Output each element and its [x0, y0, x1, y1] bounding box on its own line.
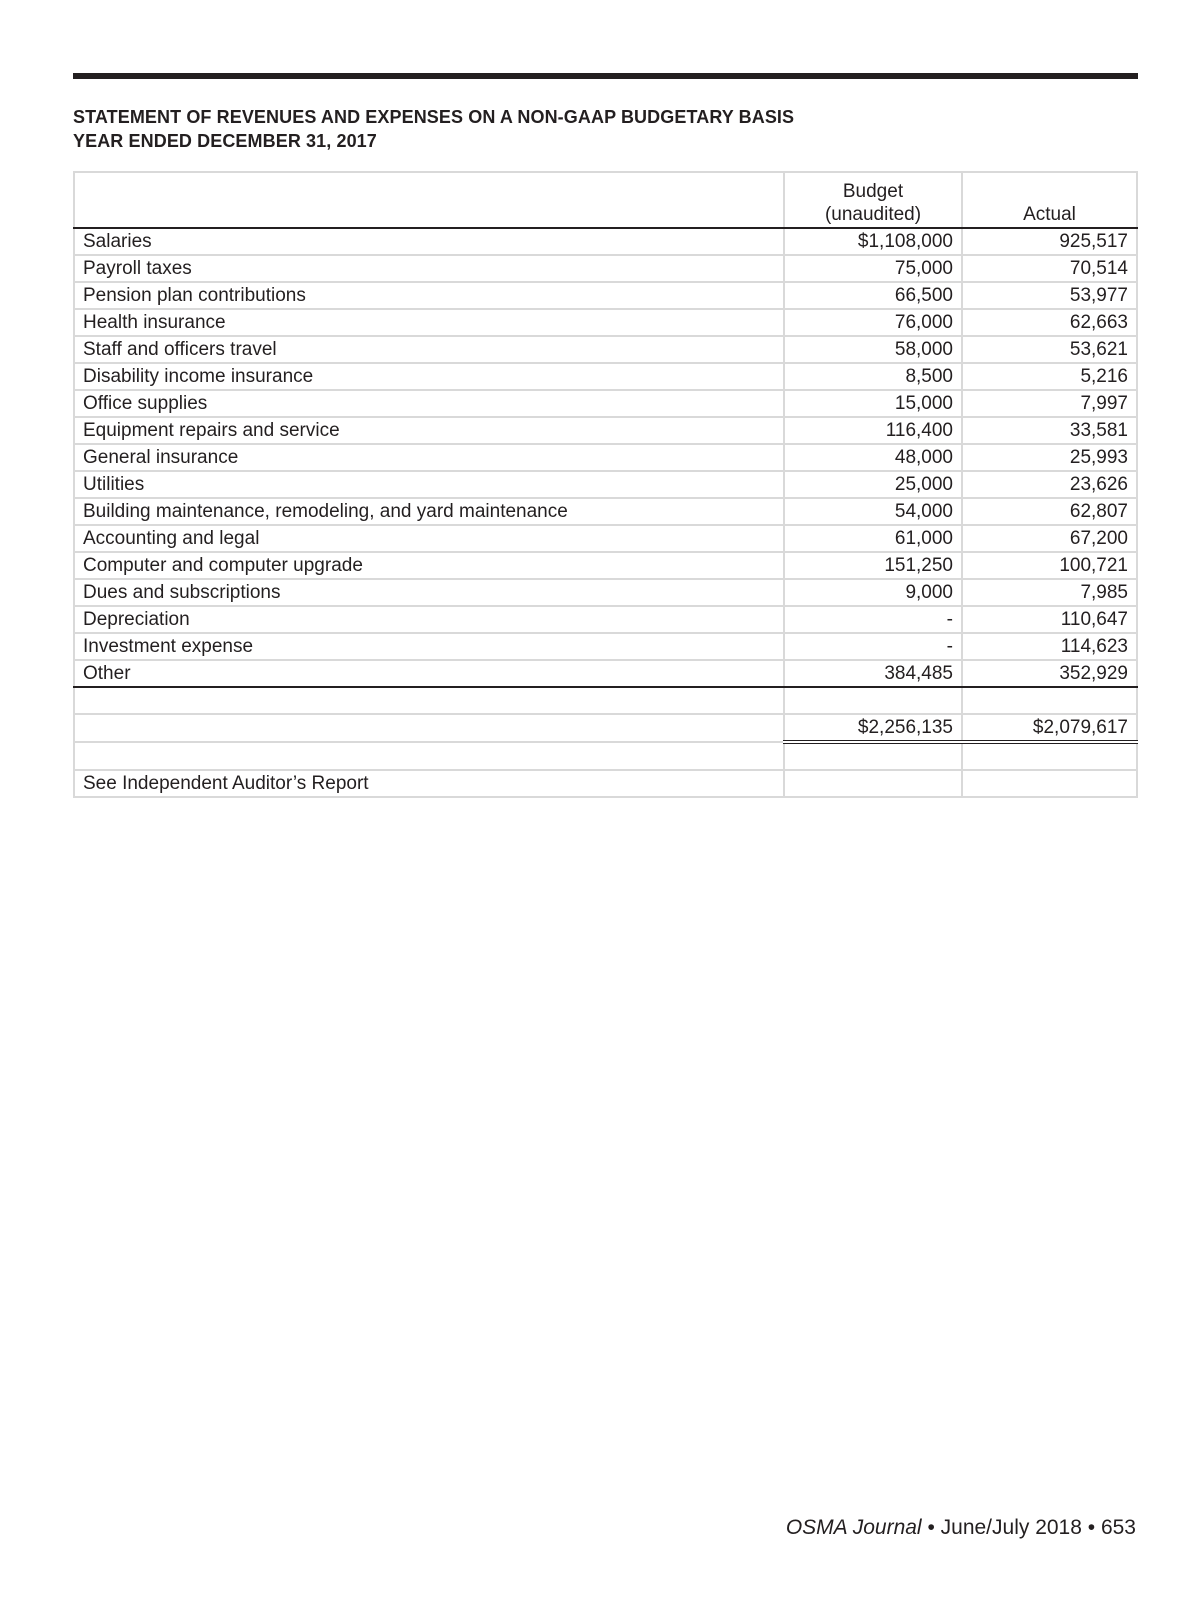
row-budget: -: [784, 606, 962, 633]
spacer-row: [74, 687, 1137, 714]
table-row: [74, 390, 1137, 417]
total-actual: $2,079,617: [962, 714, 1137, 742]
table-row: [74, 282, 1137, 309]
spacer-cell: [962, 742, 1137, 770]
table-row: [74, 498, 1137, 525]
note-row: [74, 770, 1137, 797]
row-label: Pension plan contributions: [74, 282, 784, 309]
row-actual: 25,993: [962, 444, 1137, 471]
row-actual: 53,977: [962, 282, 1137, 309]
table-row: [74, 363, 1137, 390]
row-budget: 25,000: [784, 471, 962, 498]
statement-period: YEAR ENDED DECEMBER 31, 2017: [73, 131, 377, 151]
header-budget-line2: (unaudited): [824, 204, 922, 225]
row-budget: 54,000: [784, 498, 962, 525]
row-actual: 62,807: [962, 498, 1137, 525]
row-label: Staff and officers travel: [74, 336, 784, 363]
table-row: [74, 417, 1137, 444]
row-budget: 15,000: [784, 390, 962, 417]
top-rule: [73, 73, 1138, 79]
row-budget: 58,000: [784, 336, 962, 363]
table-row: [74, 255, 1137, 282]
row-label: Office supplies: [74, 390, 784, 417]
row-label: Utilities: [74, 471, 784, 498]
row-budget: 48,000: [784, 444, 962, 471]
page-number: 653: [1100, 1516, 1136, 1539]
auditor-note: See Independent Auditor’s Report: [74, 770, 784, 797]
table-row: [74, 444, 1137, 471]
row-label: Depreciation: [74, 606, 784, 633]
spacer-cell: [74, 687, 784, 714]
statement-heading: [73, 105, 794, 153]
row-label: Dues and subscriptions: [74, 579, 784, 606]
total-row: [74, 714, 1137, 742]
row-label: Health insurance: [74, 309, 784, 336]
row-actual: 23,626: [962, 471, 1137, 498]
table-row: [74, 552, 1137, 579]
row-budget: 66,500: [784, 282, 962, 309]
spacer-cell: [784, 687, 962, 714]
spacer-cell: [74, 742, 784, 770]
row-label: General insurance: [74, 444, 784, 471]
spacer-cell: [784, 770, 962, 797]
row-actual: 7,985: [962, 579, 1137, 606]
issue-date: June/July 2018: [940, 1516, 1082, 1539]
header-budget: [784, 172, 962, 228]
row-label: Equipment repairs and service: [74, 417, 784, 444]
table-row: [74, 336, 1137, 363]
row-budget: 151,250: [784, 552, 962, 579]
total-label: [74, 714, 784, 742]
table-row: [74, 606, 1137, 633]
total-budget: $2,256,135: [784, 714, 962, 742]
row-label: Computer and computer upgrade: [74, 552, 784, 579]
row-actual: 5,216: [962, 363, 1137, 390]
table-row: [74, 579, 1137, 606]
journal-name: OSMA Journal: [785, 1516, 922, 1539]
row-actual: 53,621: [962, 336, 1137, 363]
row-budget: $1,108,000: [784, 228, 962, 255]
table-row: [74, 525, 1137, 552]
header-actual: Actual: [962, 172, 1137, 228]
page-footer: [786, 1516, 1136, 1540]
row-label: Other: [74, 660, 784, 687]
row-label: Investment expense: [74, 633, 784, 660]
row-label: Disability income insurance: [74, 363, 784, 390]
row-actual: 114,623: [962, 633, 1137, 660]
row-label: Accounting and legal: [74, 525, 784, 552]
row-actual: 70,514: [962, 255, 1137, 282]
row-actual: 352,929: [962, 660, 1137, 687]
row-budget: 61,000: [784, 525, 962, 552]
table-header-row: [74, 172, 1137, 228]
row-actual: 100,721: [962, 552, 1137, 579]
table-row: [74, 228, 1137, 255]
row-label: Salaries: [74, 228, 784, 255]
spacer-row: [74, 742, 1137, 770]
table-row: [74, 309, 1137, 336]
expense-table: [73, 171, 1138, 798]
row-actual: 67,200: [962, 525, 1137, 552]
row-budget: 116,400: [784, 417, 962, 444]
row-actual: 7,997: [962, 390, 1137, 417]
row-budget: 8,500: [784, 363, 962, 390]
row-actual: 62,663: [962, 309, 1137, 336]
row-actual: 110,647: [962, 606, 1137, 633]
header-label: [74, 172, 784, 228]
table-row: [74, 660, 1137, 687]
spacer-cell: [962, 770, 1137, 797]
table-row: [74, 633, 1137, 660]
row-label: Building maintenance, remodeling, and yard maintenance: [74, 498, 784, 525]
statement-title: STATEMENT OF REVENUES AND EXPENSES ON A NON-GAAP BUDGETARY BASIS: [73, 107, 795, 127]
row-actual: 925,517: [962, 228, 1137, 255]
row-label: Payroll taxes: [74, 255, 784, 282]
row-budget: 75,000: [784, 255, 962, 282]
footer-separator: •: [1081, 1516, 1101, 1539]
spacer-cell: [962, 687, 1137, 714]
row-budget: 384,485: [784, 660, 962, 687]
footer-separator: •: [921, 1516, 941, 1539]
table-row: [74, 471, 1137, 498]
row-actual: 33,581: [962, 417, 1137, 444]
row-budget: 9,000: [784, 579, 962, 606]
row-budget: -: [784, 633, 962, 660]
header-budget-line1: Budget: [842, 181, 904, 202]
spacer-cell: [784, 742, 962, 770]
row-budget: 76,000: [784, 309, 962, 336]
